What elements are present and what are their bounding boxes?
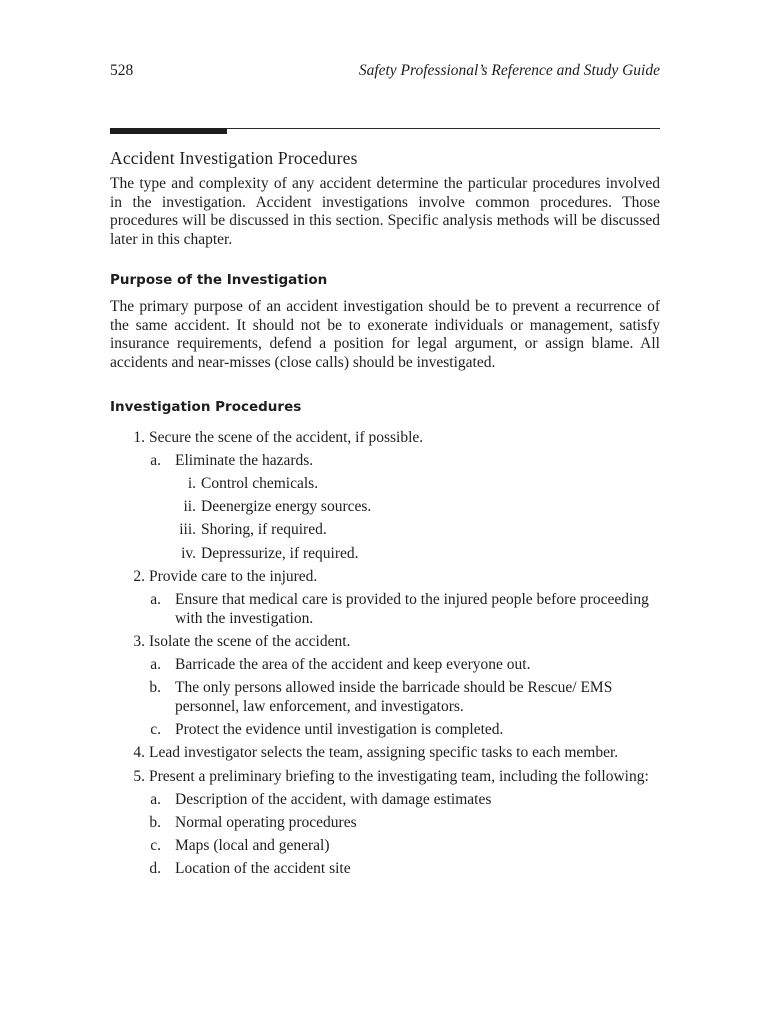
list-marker: 3. bbox=[133, 632, 145, 650]
purpose-text: The primary purpose of an accident investigation should be to prevent a recurrence of the same accident. It should not be to exonerate individuals or management, satisfy insurance requirements, defend a position for legal argument, or assign blame. All accidents and near-misses (close calls) should be investigated. bbox=[110, 297, 660, 371]
section-title: Accident Investigation Procedures bbox=[110, 148, 358, 168]
list-item-text: Present a preliminary briefing to the investigating team, including the following: bbox=[149, 767, 649, 785]
list-marker: 2. bbox=[133, 567, 145, 585]
sub-list-item bbox=[110, 814, 660, 833]
sub-sub-list-item bbox=[110, 475, 660, 494]
list-item bbox=[110, 633, 660, 652]
list-item-text: Provide care to the injured. bbox=[149, 567, 318, 585]
list-item-text: Control chemicals. bbox=[201, 475, 319, 493]
list-item-text: Ensure that medical care is provided to the injured people before proceeding with the investigation. bbox=[175, 591, 649, 627]
section-rule-accent bbox=[110, 128, 227, 134]
list-item-text: Deenergize energy sources. bbox=[201, 498, 372, 516]
purpose-heading: Purpose of the Investigation bbox=[110, 271, 328, 288]
list-marker: b. bbox=[149, 679, 161, 697]
sub-list-item bbox=[110, 860, 660, 879]
procedures-list bbox=[110, 429, 660, 880]
list-item-text: Shoring, if required. bbox=[201, 521, 327, 539]
list-marker: 1. bbox=[133, 428, 145, 446]
sub-list-item bbox=[110, 837, 660, 856]
list-item-text: Barricade the area of the accident and keep everyone out. bbox=[175, 656, 531, 674]
list-item-text: Depressurize, if required. bbox=[201, 544, 359, 562]
page-number: 528 bbox=[110, 62, 134, 79]
running-header bbox=[110, 62, 660, 80]
sub-list-item bbox=[110, 721, 660, 740]
sub-sub-list-item bbox=[110, 521, 660, 540]
sub-list-item bbox=[110, 591, 660, 628]
list-item bbox=[110, 568, 660, 587]
list-item-text: Lead investigator selects the team, assigning specific tasks to each member. bbox=[149, 744, 619, 762]
list-item bbox=[110, 768, 660, 787]
list-marker: a. bbox=[150, 656, 161, 674]
list-marker: 4. bbox=[133, 744, 145, 762]
list-item-text: Isolate the scene of the accident. bbox=[149, 632, 351, 650]
list-item-text: Maps (local and general) bbox=[175, 837, 330, 855]
list-item-text: Secure the scene of the accident, if possible. bbox=[149, 428, 424, 446]
list-marker: c. bbox=[150, 721, 161, 739]
list-marker: i. bbox=[187, 475, 196, 493]
list-item-text: The only persons allowed inside the barricade should be Rescue/ EMS personnel, law enforcement, and investigators. bbox=[175, 679, 613, 716]
list-marker: b. bbox=[149, 814, 161, 832]
list-item-text: Eliminate the hazards. bbox=[175, 451, 314, 469]
list-marker: c. bbox=[150, 837, 161, 855]
list-item bbox=[110, 744, 660, 763]
sub-list-item bbox=[110, 656, 660, 675]
list-marker: 5. bbox=[133, 767, 145, 785]
list-item bbox=[110, 429, 660, 448]
sub-sub-list-item bbox=[110, 498, 660, 517]
list-item-text: Protect the evidence until investigation is completed. bbox=[175, 721, 504, 739]
list-marker: ii. bbox=[183, 498, 196, 516]
list-marker: a. bbox=[150, 790, 161, 808]
sub-list-item bbox=[110, 452, 660, 471]
sub-list-item bbox=[110, 679, 660, 716]
list-item-text: Normal operating procedures bbox=[175, 814, 357, 832]
sub-list-item bbox=[110, 791, 660, 810]
section-intro: The type and complexity of any accident determine the particular procedures involved in the investigation. Accident investigations involve common procedures. Those procedures will be discussed in this section. Specific analysis methods will be discussed later in this chapter. bbox=[110, 175, 660, 249]
list-marker: iv. bbox=[181, 544, 196, 562]
list-item-text: Description of the accident, with damage estimates bbox=[175, 790, 492, 808]
list-marker: a. bbox=[150, 451, 161, 469]
book-title: Safety Professional’s Reference and Study Guide bbox=[358, 62, 660, 79]
list-marker: a. bbox=[150, 591, 161, 609]
procedures-heading: Investigation Procedures bbox=[110, 398, 302, 415]
sub-sub-list-item bbox=[110, 545, 660, 564]
list-marker: iii. bbox=[179, 521, 196, 539]
list-item-text: Location of the accident site bbox=[175, 860, 351, 878]
list-marker: d. bbox=[149, 860, 161, 878]
page-body bbox=[110, 148, 660, 884]
